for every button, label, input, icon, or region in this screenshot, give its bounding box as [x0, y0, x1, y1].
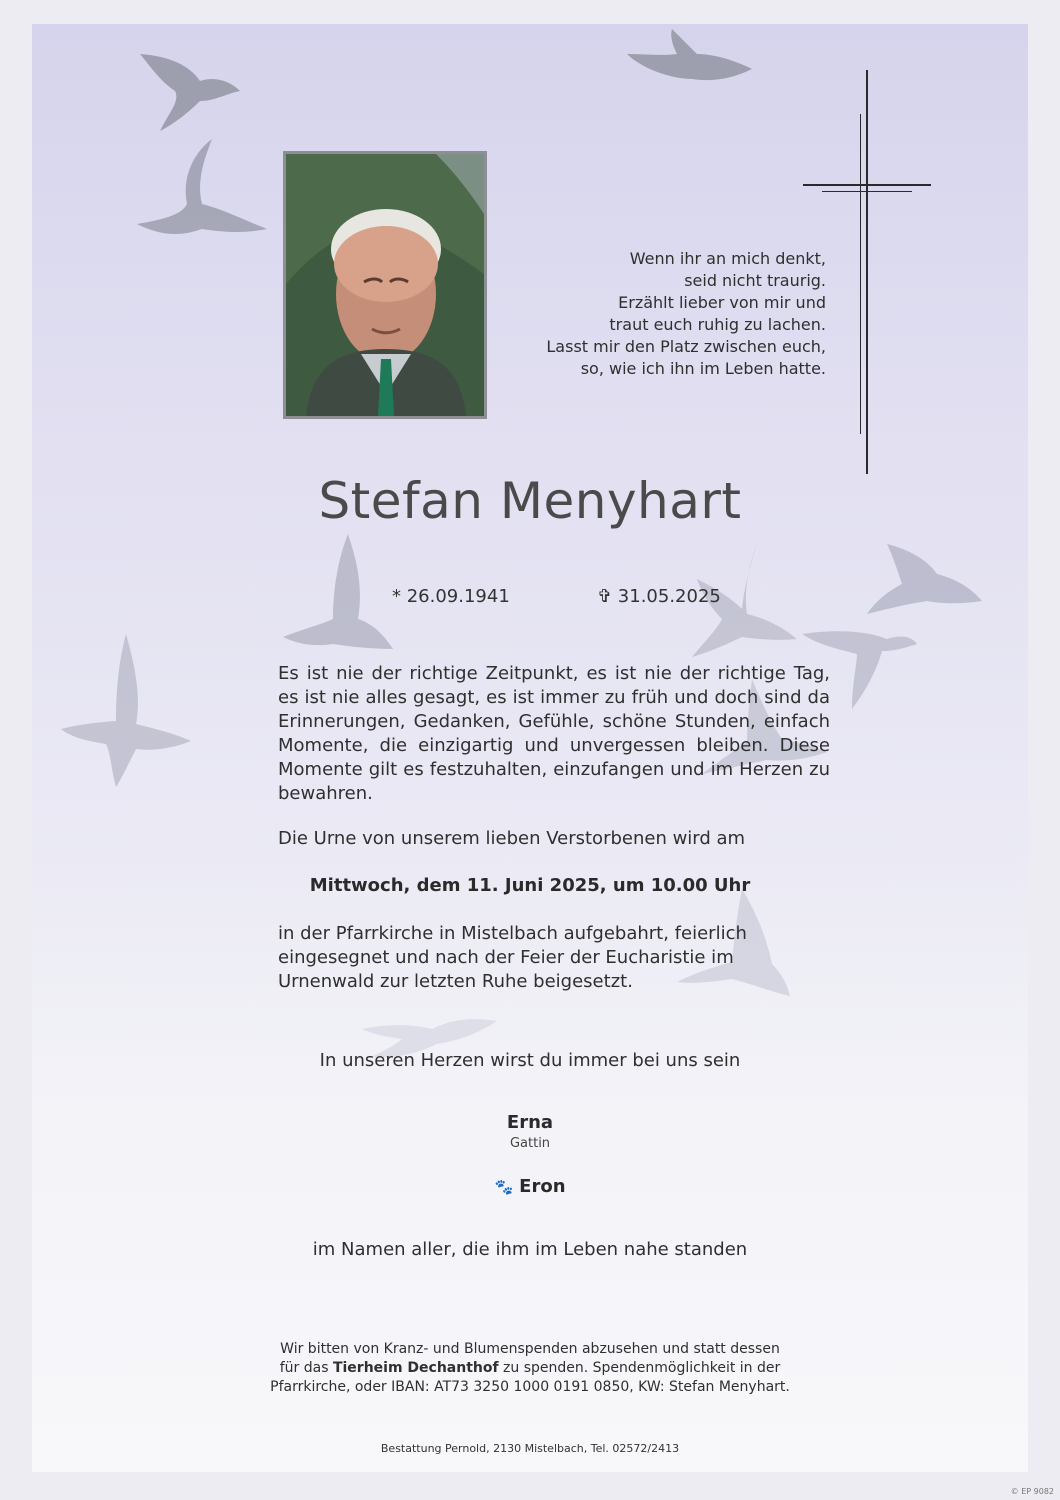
birth-date: * 26.09.1941 [392, 586, 510, 607]
donation-line: Wir bitten von Kranz- und Blumenspenden abzusehen und statt dessen [280, 1341, 780, 1357]
cross-horizontal-inner [822, 191, 912, 192]
ceremony-date: Mittwoch, dem 11. Juni 2025, um 10.00 Uhr [309, 875, 751, 896]
deceased-name: Stefan Menyhart [318, 472, 742, 530]
donation-line: Pfarrkirche, oder IBAN: AT73 3250 1000 0191 0850, KW: Stefan Menyhart. [270, 1379, 790, 1395]
dove-illustration [622, 24, 762, 94]
closing-line: In unseren Herzen wirst du immer bei uns sein [319, 1050, 741, 1071]
death-date: ✞ 31.05.2025 [597, 586, 721, 607]
donation-text: zu spenden. Spendenmöglichkeit in der [498, 1360, 781, 1376]
paw-icon: 🐾 [494, 1178, 514, 1196]
poem-line: Lasst mir den Platz zwischen euch, [546, 337, 826, 356]
poem-line: traut euch ruhig zu lachen. [609, 315, 826, 334]
portrait-photo-frame [283, 151, 487, 419]
poem-line: so, wie ich ihn im Leben hatte. [580, 359, 826, 378]
donation-line [32, 1359, 1028, 1378]
document-code: © EP 9082 [1010, 1487, 1054, 1496]
ceremony-details: in der Pfarrkirche in Mistelbach aufgebahrt, feierlich eingesegnet und nach der Feier der Eucharistie im Urnenwald zur letzten Ruhe beigesetzt. [278, 923, 747, 992]
obituary-page [32, 24, 1028, 1472]
donation-text: für das [279, 1360, 333, 1376]
dove-illustration [130, 46, 250, 136]
on-behalf-line: im Namen aller, die ihm im Leben nahe standen [312, 1239, 748, 1260]
cross-horizontal [803, 184, 931, 186]
cross-vertical-inner [860, 114, 861, 434]
donation-notice [32, 1340, 1028, 1397]
portrait-photo [286, 154, 484, 416]
poem-line: Wenn ihr an mich denkt, [629, 249, 826, 268]
family-member-pet [32, 1176, 1028, 1197]
cross-vertical [866, 70, 868, 474]
dove-illustration [132, 134, 272, 264]
family-member-name: Eron [519, 1176, 566, 1197]
family-member-role: Gattin [509, 1136, 551, 1151]
funeral-home-footer: Bestattung Pernold, 2130 Mistelbach, Tel. 02572/2413 [380, 1442, 680, 1455]
poem-line: seid nicht traurig. [684, 271, 826, 290]
poem-line: Erzählt lieber von mir und [618, 293, 826, 312]
dove-illustration [56, 629, 196, 789]
dove-illustration [278, 529, 398, 659]
poem [492, 248, 826, 380]
donation-recipient: Tierheim Dechanthof [332, 1360, 499, 1376]
family-member-name: Erna [506, 1112, 554, 1133]
ceremony-intro: Die Urne von unserem lieben Verstorbenen wird am [278, 828, 746, 849]
intro-paragraph: Es ist nie der richtige Zeitpunkt, es ist nie der richtige Tag, es ist nie alles gesagt, es ist immer zu früh und doch sind da Erinnerungen, Gedanken, Gefühle, schöne Stunden, einfach Momente, die einzigartig und unvergessen bleiben. Diese Momente gilt es festzuhalten, einzufangen und im Herzen zu bewahren. [278, 663, 830, 804]
